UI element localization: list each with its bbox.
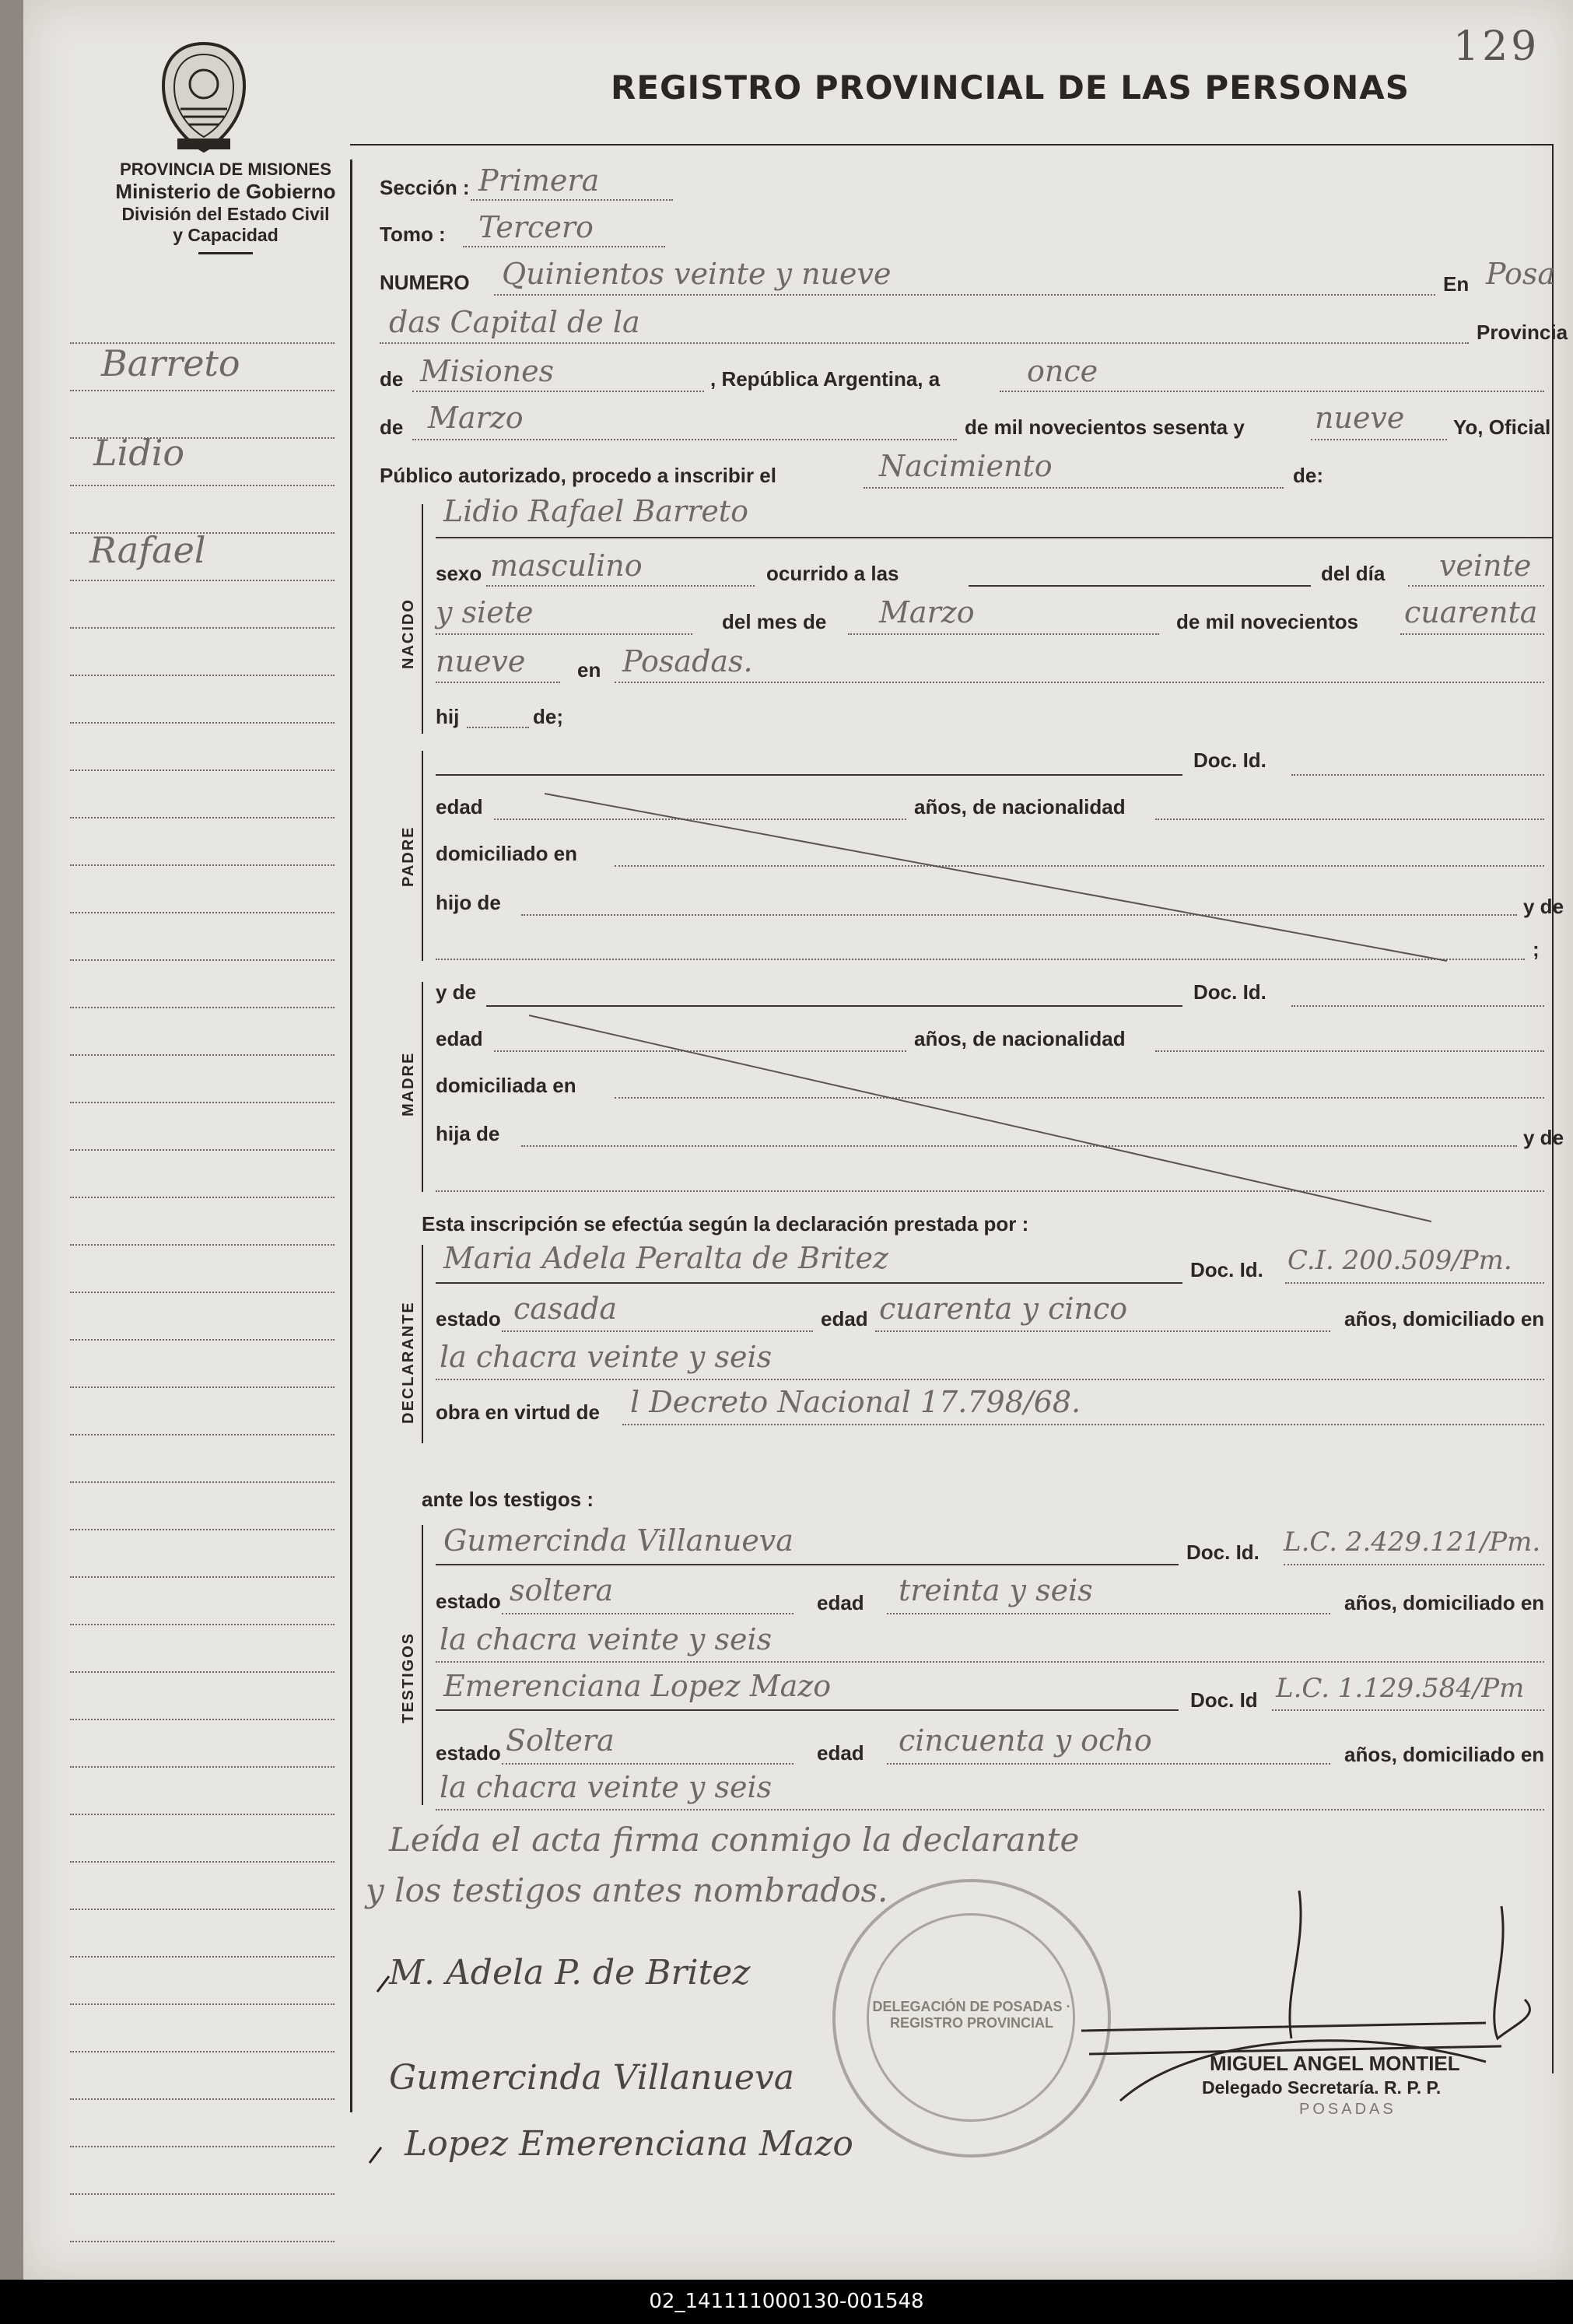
document-title: REGISTRO PROVINCIAL DE LAS PERSONAS — [611, 68, 1410, 107]
declarante-obra-label: obra en virtud de — [436, 1400, 600, 1424]
issuer-capacity: y Capacidad — [173, 225, 279, 245]
testigo2-name-value: Emerenciana Lopez Mazo — [443, 1669, 832, 1703]
madre-domicilio-label: domiciliada en — [436, 1074, 576, 1097]
provincia-label: Provincia — [1477, 321, 1568, 344]
oficial-label: Yo, Oficial — [1453, 415, 1551, 439]
declarante-obra-value: l Decreto Nacional 17.798/68. — [630, 1385, 1081, 1419]
margin-surname: Barreto — [101, 342, 240, 384]
signature-testigo-1: Gumercinda Villanueva — [389, 2058, 794, 2098]
tomo-label: Tomo : — [380, 223, 446, 246]
hij-label: hij — [436, 705, 460, 728]
republica-label: , República Argentina, a — [710, 367, 941, 391]
declarante-docid-value: C.I. 200.509/Pm. — [1287, 1245, 1512, 1276]
issuer-division: División del Estado Civil — [121, 204, 330, 224]
testigo2-edad-value: cincuenta y ocho — [899, 1723, 1152, 1758]
book-binding — [0, 0, 23, 2280]
declarante-domicilio-label: años, domiciliado en — [1344, 1307, 1545, 1330]
nacido-name-value: Lidio Rafael Barreto — [443, 494, 748, 528]
padre-docid-label: Doc. Id. — [1193, 748, 1266, 772]
dia-value: once — [1027, 354, 1098, 388]
anio2-value: nueve — [436, 644, 526, 678]
nacido-en-value: Posadas. — [622, 644, 753, 678]
signature-testigo-2: Lopez Emerenciana Mazo — [405, 2124, 853, 2164]
testigo2-estado-value: Soltera — [506, 1723, 615, 1758]
testigo1-domicilio-label: años, domiciliado en — [1344, 1591, 1545, 1614]
declarante-edad-label: edad — [821, 1307, 868, 1330]
official-title: Delegado Secretaría. R. P. P. — [1202, 2077, 1442, 2098]
tomo-value: Tercero — [478, 210, 594, 244]
testigo1-docid-value: L.C. 2.429.121/Pm. — [1284, 1527, 1541, 1558]
acto-value: Nacimiento — [879, 449, 1053, 483]
madre-yde2-label: y de — [1523, 1126, 1564, 1149]
delmes-value: Marzo — [879, 595, 975, 629]
testigo1-edad-label: edad — [817, 1591, 864, 1614]
de2-label: de — [380, 415, 404, 439]
madre-edad-label: edad — [436, 1027, 483, 1050]
footer-file-id: 02_141111000130-001548 — [0, 2280, 1573, 2324]
testigo1-docid-label: Doc. Id. — [1186, 1541, 1259, 1564]
signature-declarante: M. Adela P. de Britez — [389, 1953, 751, 1993]
padre-domicilio-label: domiciliado en — [436, 842, 578, 865]
deldia-label: del día — [1321, 562, 1386, 585]
testigo1-name-value: Gumercinda Villanueva — [443, 1523, 794, 1558]
anio-value: nueve — [1315, 401, 1405, 435]
padre-yde-label: y de — [1523, 895, 1564, 918]
mil-label: de mil novecientos sesenta y — [965, 415, 1245, 439]
sexo-value: masculino — [490, 549, 643, 583]
publico-label: Público autorizado, procedo a inscribir el — [380, 464, 776, 487]
issuer-province: PROVINCIA DE MISIONES — [120, 159, 331, 179]
official-city: POSADAS — [1299, 2101, 1396, 2118]
declarante-section-label: DECLARANTE — [400, 1301, 417, 1424]
mes-value: Marzo — [428, 401, 524, 435]
issuer-ministry: Ministerio de Gobierno — [115, 180, 336, 203]
testigo1-estado-label: estado — [436, 1590, 501, 1613]
testigo1-edad-value: treinta y seis — [899, 1573, 1093, 1607]
de3-label: de: — [1293, 464, 1323, 487]
hij-de-label: de; — [533, 705, 563, 728]
madre-section-label: MADRE — [400, 1051, 417, 1116]
nacido-section-label: NACIDO — [400, 598, 417, 669]
en-value: Posa — [1486, 257, 1556, 291]
madre-nacionalidad-label: años, de nacionalidad — [914, 1027, 1126, 1050]
declarante-docid-label: Doc. Id. — [1190, 1258, 1263, 1281]
official-stamp-text: DELEGACIÓN DE POSADAS · REGISTRO PROVINCIAL — [872, 1999, 1071, 2031]
testigo2-domicilio-value: la chacra veinte y seis — [440, 1770, 772, 1804]
ocurrido-label: ocurrido a las — [766, 562, 899, 585]
sexo-label: sexo — [436, 562, 482, 585]
delmes-label: del mes de — [722, 610, 827, 633]
declarante-intro: Esta inscripción se efectúa según la declaración prestada por : — [422, 1212, 1029, 1236]
declarante-name-value: Maria Adela Peralta de Britez — [443, 1241, 889, 1275]
official-signature-strokes — [23, 0, 1573, 2280]
testigos-intro: ante los testigos : — [422, 1488, 594, 1511]
en-label: En — [1443, 272, 1470, 296]
madre-yde-label: y de — [436, 980, 477, 1004]
numero-label: NUMERO — [380, 271, 470, 294]
testigos-section-label: TESTIGOS — [400, 1632, 417, 1723]
milnov-label: de mil novecientos — [1176, 610, 1359, 633]
testigo1-estado-value: soltera — [510, 1573, 614, 1607]
testigo2-docid-label: Doc. Id — [1190, 1688, 1258, 1712]
declarante-estado-label: estado — [436, 1307, 501, 1330]
de-value: Misiones — [420, 354, 555, 388]
seccion-label: Sección : — [380, 176, 470, 199]
closing-line-2: y los testigos antes nombrados. — [366, 1871, 888, 1909]
testigo2-domicilio-label: años, domiciliado en — [1344, 1743, 1545, 1766]
padre-hijo-label: hijo de — [436, 891, 501, 914]
madre-docid-label: Doc. Id. — [1193, 980, 1266, 1004]
declarante-estado-value: casada — [513, 1292, 618, 1326]
padre-edad-label: edad — [436, 795, 483, 818]
testigo1-domicilio-value: la chacra veinte y seis — [440, 1622, 772, 1656]
padre-section-label: PADRE — [400, 825, 417, 887]
de-label: de — [380, 367, 404, 391]
deldia-value: veinte — [1439, 549, 1532, 583]
madre-hija-label: hija de — [436, 1122, 500, 1145]
margin-second-name: Rafael — [89, 529, 206, 571]
padre-nacionalidad-label: años, de nacionalidad — [914, 795, 1126, 818]
closing-line-1: Leída el acta firma conmigo la declarante — [389, 1821, 1080, 1859]
declarante-edad-value: cuarenta y cinco — [879, 1292, 1128, 1326]
place-value: das Capital de la — [389, 305, 640, 339]
page-number: 129 — [1453, 23, 1540, 70]
declarante-domicilio-value: la chacra veinte y seis — [440, 1340, 772, 1374]
milnov-value: cuarenta — [1404, 595, 1538, 629]
margin-first-name: Lidio — [93, 432, 185, 474]
testigo2-docid-value: L.C. 1.129.584/Pm — [1276, 1673, 1525, 1704]
numero-value: Quinientos veinte y nueve — [502, 257, 892, 291]
nacido-en-label: en — [577, 658, 601, 682]
official-name: MIGUEL ANGEL MONTIEL — [1210, 2052, 1460, 2075]
seccion-value: Primera — [478, 163, 600, 198]
padre-semicolon: ; — [1533, 938, 1540, 961]
document-page — [23, 0, 1573, 2280]
testigo2-edad-label: edad — [817, 1741, 864, 1765]
testigo2-estado-label: estado — [436, 1741, 501, 1765]
dia2-value: y siete — [436, 595, 534, 629]
